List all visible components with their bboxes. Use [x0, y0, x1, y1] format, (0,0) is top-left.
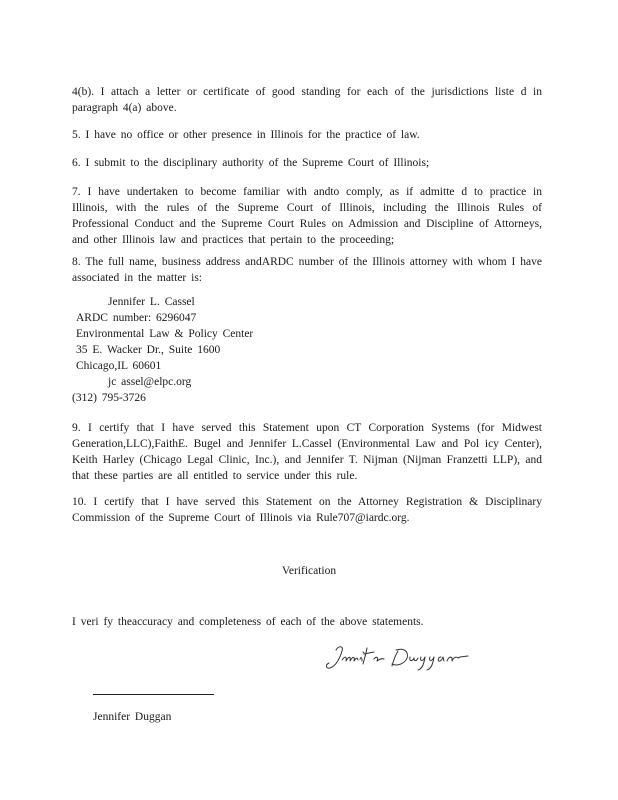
signature-line — [93, 694, 214, 695]
paragraph-4b: 4(b). I attach a letter or certificate of good standing for each of the jurisdictions liste d in paragraph 4(a) above. — [72, 86, 542, 114]
contact-email: jc assel@elpc.org — [108, 376, 192, 388]
paragraph-8: 8. The full name, business address andARDC number of the Illinois attorney with whom I have associated in the matter is: — [72, 256, 542, 284]
contact-phone: (312) 795-3726 — [72, 392, 146, 404]
paragraph-7: 7. I have undertaken to become familiar with andto comply, as if admitte d to practice in Illinois, with the rules of the Supreme Court of Illinois, including the Illinois Rules of Professional Conduct and the Supreme Court Rules on Admission and Discipline of Attorneys, and other Illinois law and practices that pertain to the proceeding; — [72, 186, 542, 246]
verification-heading: Verification — [281, 565, 337, 577]
contact-name: Jennifer L. Cassel — [108, 296, 195, 308]
paragraph-9: 9. I certify that I have served this Statement upon CT Corporation Systems (for Midwest Generation,LLC),FaithE. Bugel and Jennifer L.Cassel (Environmental Law and Pol icy Center), Keith Harley (Chicago Legal Clinic, Inc.), and Jennifer T. Nijman (Nijman Franzetti LLP), and that these parties are all entitled to service under this rule. — [72, 422, 542, 482]
signer-name: Jennifer Duggan — [93, 711, 172, 723]
contact-street: 35 E. Wacker Dr., Suite 1600 — [76, 344, 221, 356]
verification-statement: I veri fy theaccuracy and completeness of each of the above statements. — [72, 616, 424, 628]
paragraph-5: 5. I have no office or other presence in Illinois for the practice of law. — [72, 129, 420, 141]
contact-ardc: ARDC number: 6296047 — [76, 312, 197, 324]
paragraph-6: 6. I submit to the disciplinary authority of the Supreme Court of Illinois; — [72, 157, 430, 169]
contact-organization: Environmental Law & Policy Center — [76, 328, 254, 340]
contact-city: Chicago,IL 60601 — [76, 360, 162, 372]
paragraph-10: 10. I certify that I have served this Statement on the Attorney Registration & Disciplinary Commission of the Supreme Court of Illinois via Rule707@iardc.org. — [72, 496, 542, 524]
handwritten-signature — [322, 642, 470, 672]
